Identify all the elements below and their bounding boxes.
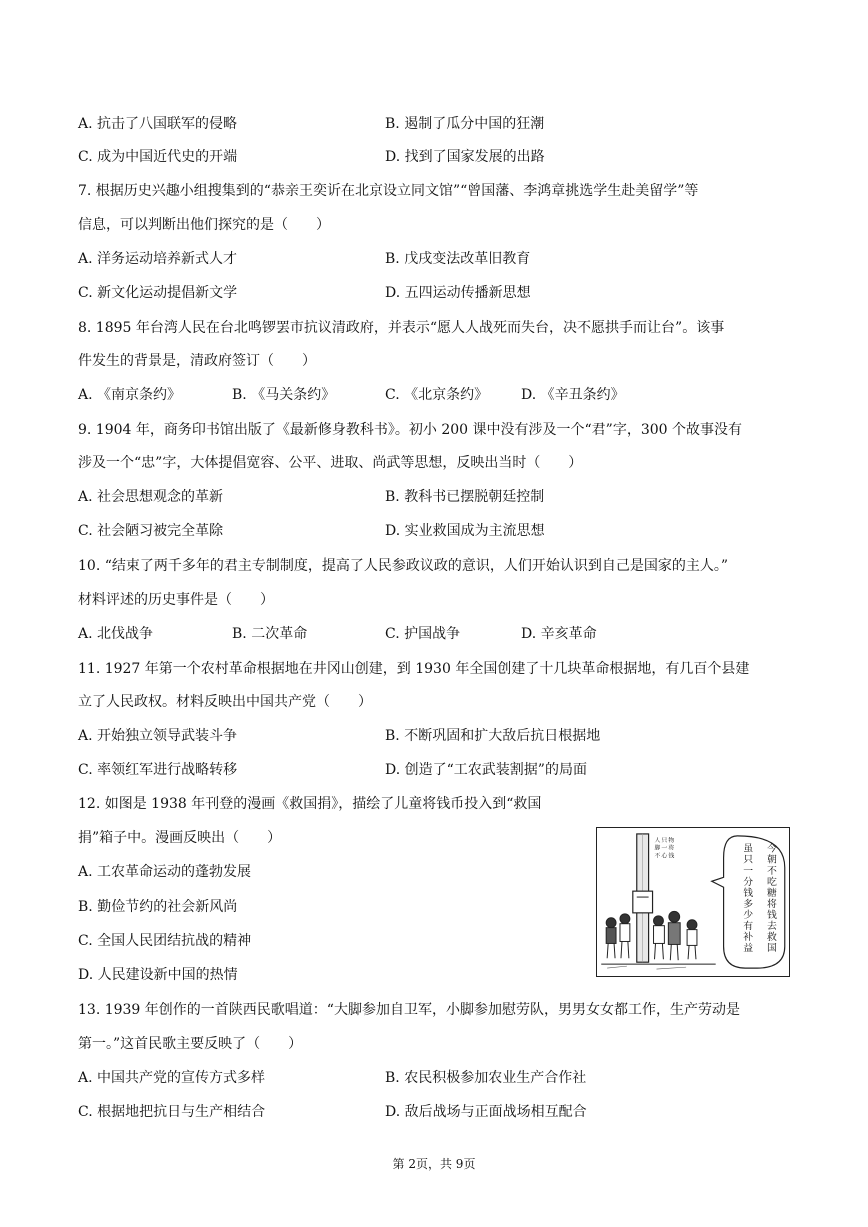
q7-stem-line1: 7. 根据历史兴趣小组搜集到的“恭亲王奕䜣在北京设立同文馆”“曾国藩、李鸿章挑选学生赴美留学”等: [78, 183, 699, 199]
cartoon-bubble-char: 救: [767, 932, 777, 944]
cartoon-bubble-char: 多: [743, 898, 754, 910]
cartoon-bubble-char: 益: [743, 943, 754, 955]
cartoon-bubble-char: 一: [743, 865, 754, 877]
q7-stem-line2: 信息，可以判断出他们探究的是（ ）: [78, 217, 330, 233]
q9-stem-line1: 9. 1904 年，商务印书馆出版了《最新修身教科书》。初小 200 课中没有涉及一个“君”字，300 个故事没有: [78, 422, 742, 438]
cartoon-donation-box: [633, 891, 653, 913]
cartoon-bubble-char: 只: [743, 854, 754, 866]
q7-option-a: A. 洋务运动培养新式人才: [78, 251, 238, 267]
page-footer: 第 2页，共 9页: [392, 1157, 476, 1171]
q12-option-d: D. 人民建设新中国的热情: [78, 967, 238, 983]
q13-option-d: D. 敌后战场与正面战场相互配合: [385, 1104, 587, 1120]
q12-stem-line1: 12. 如图是 1938 年刊登的漫画《救国捐》，描绘了儿童将钱币投入到“救国: [78, 796, 542, 812]
q6-option-c: C. 成为中国近代史的开端: [78, 149, 238, 165]
q9-option-d: D. 实业救国成为主流思想: [385, 523, 545, 539]
svg-text:人: 人: [654, 837, 661, 844]
cartoon-bubble-char: 少: [743, 909, 754, 921]
svg-text:不: 不: [654, 853, 661, 860]
q9-option-b: B. 教科书已摆脱朝廷控制: [385, 489, 545, 505]
q12-option-a: A. 工农革命运动的蓬勃发展: [78, 864, 252, 880]
q12-option-c: C. 全国人民团结抗战的精神: [78, 933, 252, 949]
svg-text:心: 心: [661, 853, 668, 860]
q9-option-a: A. 社会思想观念的革新: [78, 489, 224, 505]
q6-option-a: A. 抗击了八国联军的侵略: [78, 116, 238, 132]
svg-text:只: 只: [661, 837, 668, 844]
q10-option-d: D. 辛亥革命: [521, 626, 597, 642]
q13-stem-line1: 13. 1939 年创作的一首陕西民歌唱道：“大脚参加自卫军，小脚参加慰劳队，男男女女都工作，生产劳动是: [78, 1002, 740, 1018]
svg-text:脚: 脚: [654, 845, 661, 852]
q13-option-c: C. 根据地把抗日与生产相结合: [78, 1104, 266, 1120]
q7-option-b: B. 戊戌变法改革旧教育: [385, 251, 531, 267]
svg-text:钱: 钱: [668, 853, 675, 860]
cartoon-image: [596, 827, 790, 977]
cartoon-bubble-char: 朝: [767, 854, 777, 866]
q11-option-a: A. 开始独立领导武装斗争: [78, 728, 238, 744]
q10-option-a: A. 北伐战争: [78, 626, 154, 642]
q7-option-c: C. 新文化运动提倡新文学: [78, 285, 238, 301]
q11-option-c: C. 率领红军进行战略转移: [78, 762, 238, 778]
q10-stem-line1: 10. “结束了两千多年的君主专制制度，提高了人民参政议政的意识，人们开始认识到自己是国家的主人。”: [78, 558, 729, 574]
q8-stem-line1: 8. 1895 年台湾人民在台北鸣锣罢市抗议清政府，并表示“愿人人战死而失台，决不愿拱手而让台”。该事: [78, 320, 725, 336]
q10-option-b: B. 二次革命: [232, 626, 308, 642]
svg-text:物: 物: [668, 837, 675, 844]
svg-text:将: 将: [668, 845, 675, 852]
q8-stem-line2: 件发生的背景是，清政府签订（ ）: [78, 353, 316, 369]
cartoon-bubble-char: 去: [767, 921, 777, 933]
cartoon-bubble-char: 吃: [767, 876, 777, 888]
q9-option-c: C. 社会陋习被完全革除: [78, 523, 224, 539]
q11-option-d: D. 创造了“工农武装割据”的局面: [385, 762, 587, 778]
q6-option-d: D. 找到了国家发展的出路: [385, 149, 545, 165]
cartoon-bubble-char: 钱: [767, 909, 777, 921]
cartoon-side-text: [655, 836, 675, 860]
q10-stem-line2: 材料评述的历史事件是（ ）: [78, 592, 274, 608]
q10-option-c: C. 护国战争: [385, 626, 461, 642]
q6-option-b: B. 遏制了瓜分中国的狂潮: [385, 116, 545, 132]
q13-stem-line2: 第一。”这首民歌主要反映了（ ）: [78, 1036, 303, 1052]
cartoon-children: [606, 911, 697, 960]
q12-stem-line2: 捐”箱子中。漫画反映出（ ）: [78, 830, 282, 846]
q7-option-d: D. 五四运动传播新思想: [385, 285, 531, 301]
cartoon-bubble-char: 将: [767, 898, 777, 910]
cartoon-bubble-char: 钱: [743, 887, 754, 899]
cartoon-bubble-char: 有: [743, 921, 754, 933]
q8-option-d: D. 《辛丑条约》: [521, 387, 625, 403]
q9-stem-line2: 涉及一个“忠”字，大体提倡宽容、公平、进取、尚武等思想，反映出当时（ ）: [78, 455, 583, 471]
q8-option-a: A. 《南京条约》: [78, 387, 182, 403]
q13-option-a: A. 中国共产党的宣传方式多样: [78, 1070, 266, 1086]
cartoon-bubble-char: 虽: [743, 843, 754, 855]
cartoon-bubble-char: 分: [743, 876, 754, 888]
svg-text:一: 一: [661, 845, 668, 852]
q13-option-b: B. 农民积极参加农业生产合作社: [385, 1070, 587, 1086]
cartoon-bubble-char: 补: [743, 932, 754, 944]
cartoon-bubble-char: 糖: [767, 887, 777, 899]
q8-option-b: B. 《马关条约》: [232, 387, 336, 403]
cartoon-bubble-char: 不: [767, 865, 777, 877]
q11-stem-line1: 11. 1927 年第一个农村革命根据地在井冈山创建，到 1930 年全国创建了十几块革命根据地，有几百个县建: [78, 661, 750, 677]
q12-option-b: B. 勤俭节约的社会新风尚: [78, 899, 238, 915]
q11-stem-line2: 立了人民政权。材料反映出中国共产党（ ）: [78, 694, 372, 710]
q11-option-b: B. 不断巩固和扩大敌后抗日根据地: [385, 728, 601, 744]
q8-option-c: C. 《北京条约》: [385, 387, 489, 403]
cartoon-bubble-char: 今: [767, 843, 777, 855]
cartoon-bubble-char: 国: [767, 943, 777, 955]
